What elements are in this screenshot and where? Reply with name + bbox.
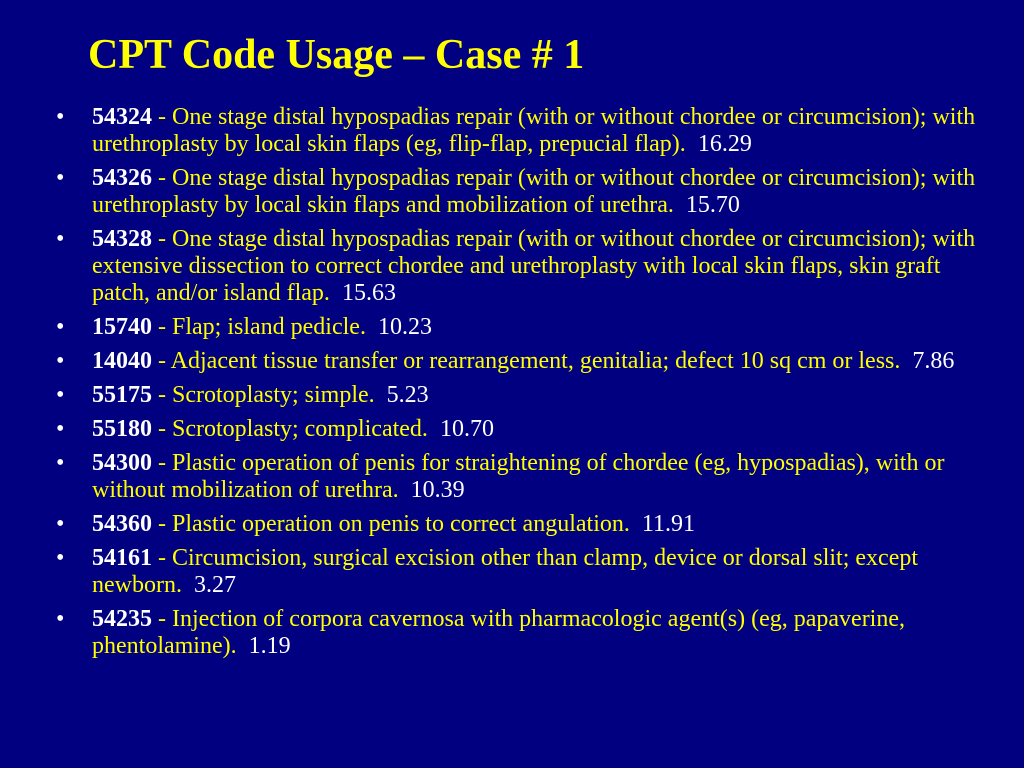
- list-item: [0, 416, 1024, 443]
- list-item: [0, 450, 1024, 504]
- bullet-icon: •: [56, 416, 65, 442]
- list-item: [0, 382, 1024, 409]
- rvu-value: 11.91: [641, 511, 695, 537]
- bullet-icon: •: [56, 545, 65, 571]
- cpt-description: - One stage distal hypospadias repair (with or without chordee or circumcision); with urethroplasty by local skin flaps (eg, flip-flap, prepucial flap).: [92, 104, 976, 157]
- bullet-icon: •: [56, 511, 65, 537]
- rvu-value: 3.27: [193, 572, 236, 598]
- rvu-value: 10.23: [377, 314, 432, 340]
- bullet-icon: •: [56, 450, 65, 476]
- rvu-value: 7.86: [912, 348, 955, 374]
- cpt-code: 54328: [92, 226, 152, 252]
- bullet-icon: •: [56, 314, 65, 340]
- rvu-value: 5.23: [386, 382, 429, 408]
- cpt-code: 55175: [92, 382, 152, 408]
- cpt-description: - One stage distal hypospadias repair (with or without chordee or circumcision); with urethroplasty by local skin flaps and mobilization of urethra.: [92, 165, 976, 218]
- bullet-icon: •: [56, 104, 65, 130]
- cpt-description: - Plastic operation on penis to correct angulation.: [152, 511, 630, 537]
- cpt-code: 54161: [92, 545, 152, 571]
- cpt-description: - Adjacent tissue transfer or rearrangement, genitalia; defect 10 sq cm or less.: [152, 348, 901, 374]
- cpt-code: 54300: [92, 450, 152, 476]
- list-item: [0, 104, 1024, 158]
- cpt-code-list: [0, 104, 1024, 667]
- cpt-description: - Injection of corpora cavernosa with pharmacologic agent(s) (eg, papaverine, phentolamine).: [92, 606, 905, 659]
- cpt-code: 54324: [92, 104, 152, 130]
- rvu-value: 10.39: [410, 477, 465, 503]
- list-item: [0, 348, 1024, 375]
- cpt-code: 55180: [92, 416, 152, 442]
- rvu-value: 1.19: [248, 633, 291, 659]
- cpt-description: - Circumcision, surgical excision other than clamp, device or dorsal slit; except newborn.: [92, 545, 919, 598]
- list-item: [0, 545, 1024, 599]
- cpt-code: 14040: [92, 348, 152, 374]
- rvu-value: 16.29: [697, 131, 752, 157]
- list-item: [0, 606, 1024, 660]
- rvu-value: 15.63: [341, 280, 396, 306]
- cpt-code: 54326: [92, 165, 152, 191]
- bullet-icon: •: [56, 226, 65, 252]
- list-item: [0, 165, 1024, 219]
- cpt-description: - Flap; island pedicle.: [152, 314, 366, 340]
- list-item: [0, 511, 1024, 538]
- cpt-code: 15740: [92, 314, 152, 340]
- slide-title: CPT Code Usage – Case # 1: [88, 32, 585, 78]
- cpt-description: - Plastic operation of penis for straightening of chordee (eg, hypospadias), with or without mobilization of urethra.: [92, 450, 945, 503]
- rvu-value: 10.70: [439, 416, 494, 442]
- list-item: [0, 314, 1024, 341]
- cpt-description: - Scrotoplasty; complicated.: [152, 416, 428, 442]
- rvu-value: 15.70: [685, 192, 740, 218]
- bullet-icon: •: [56, 382, 65, 408]
- list-item: [0, 226, 1024, 307]
- cpt-code: 54360: [92, 511, 152, 537]
- bullet-icon: •: [56, 348, 65, 374]
- cpt-code: 54235: [92, 606, 152, 632]
- cpt-description: - Scrotoplasty; simple.: [152, 382, 375, 408]
- cpt-description: - One stage distal hypospadias repair (with or without chordee or circumcision); with extensive dissection to correct chordee and urethroplasty with local skin flaps, skin graft patch, and/or island flap.: [92, 226, 976, 306]
- bullet-icon: •: [56, 606, 65, 632]
- bullet-icon: •: [56, 165, 65, 191]
